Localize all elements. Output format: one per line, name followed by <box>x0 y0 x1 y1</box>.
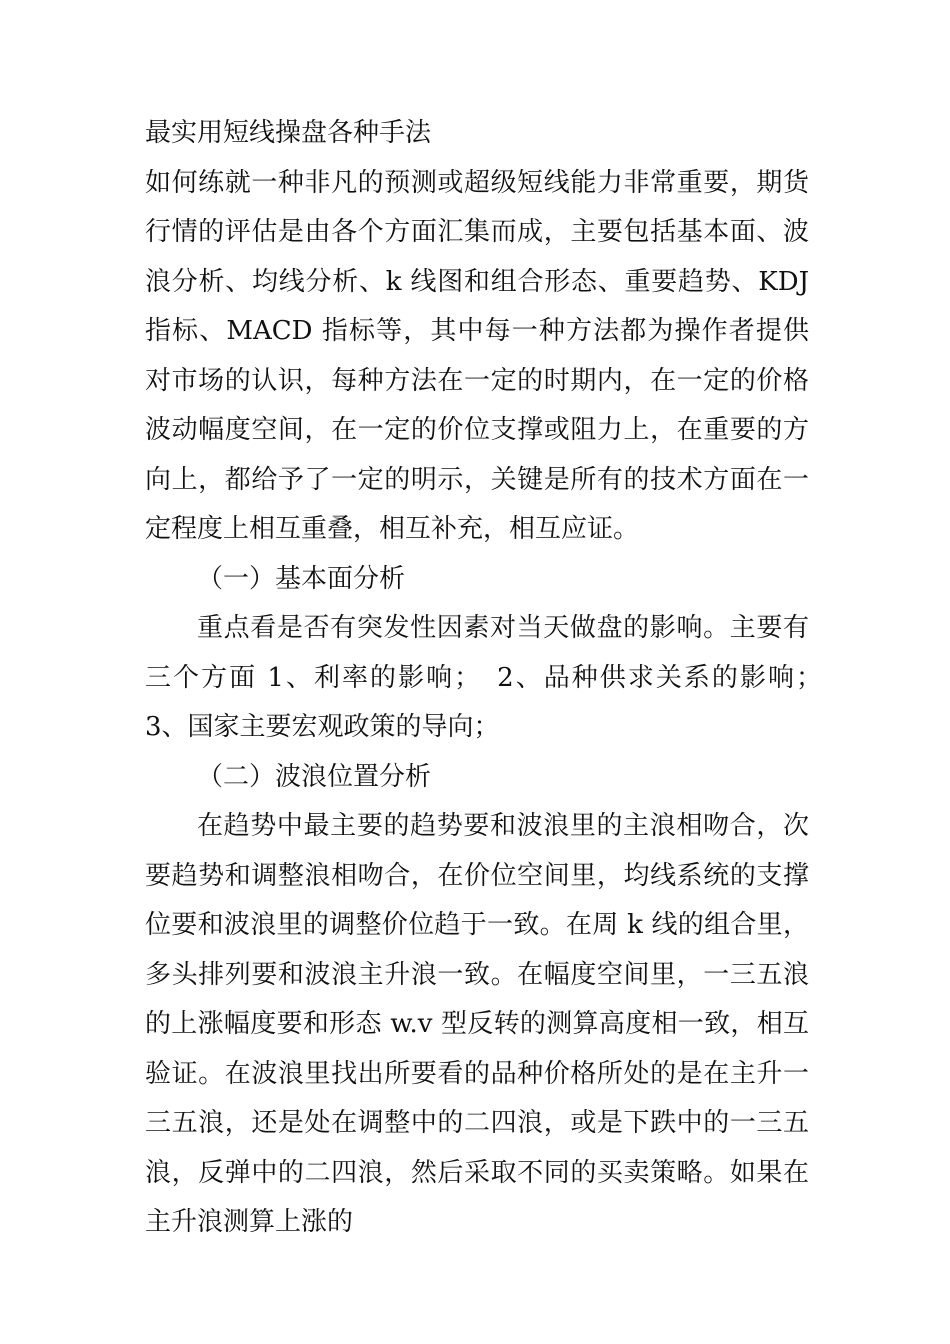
document-title: 最实用短线操盘各种手法 <box>145 118 432 148</box>
intro-paragraph: 如何练就一种非凡的预测或超级短线能力非常重要，期货行情的评估是由各个方面汇集而成，主要包括基本面、波浪分析、均线分析、k 线图和组合形态、重要趋势、KDJ 指标、MACD 指标等，其中每一种方法都为操作者提供对市场的认识，每种方法在一定的时期内，在一定的价格波动幅度空间，在一定的价位支撑或阻力上，在重要的方向上，都给予了一定的明示，关键是所有的技术方面在一定程度上相互重叠，相互补充，相互应证。 <box>145 167 809 544</box>
section-body-fundamentals: 重点看是否有突发性因素对当天做盘的影响。主要有三个方面 1、利率的影响； 2、品种供求关系的影响； 3、国家主要宏观政策的导向； <box>145 613 836 742</box>
section-heading-fundamentals: （一）基本面分析 <box>197 563 406 594</box>
section-body-wave-position: 在趋势中最主要的趋势要和波浪里的主浪相吻合，次要趋势和调整浪相吻合，在价位空间里，均线系统的支撑位要和波浪里的调整价位趋于一致。在周 k 线的组合里，多头排列要和波浪主升浪一致。在幅度空间里，一三五浪的上涨幅度要和形态 w.v 型反转的测算高度相一致，相互验证。在波浪里找出所要看的品种价格所处的是在主升一三五浪，还是处在调整中的二四浪，或是下跌中的一三五浪，反弹中的二四浪，然后采取不同的买卖策略。如果在主升浪测算上涨的 <box>145 811 809 1237</box>
document-body <box>145 109 836 1248</box>
section-heading-wave-position: （二）波浪位置分析 <box>197 761 432 792</box>
